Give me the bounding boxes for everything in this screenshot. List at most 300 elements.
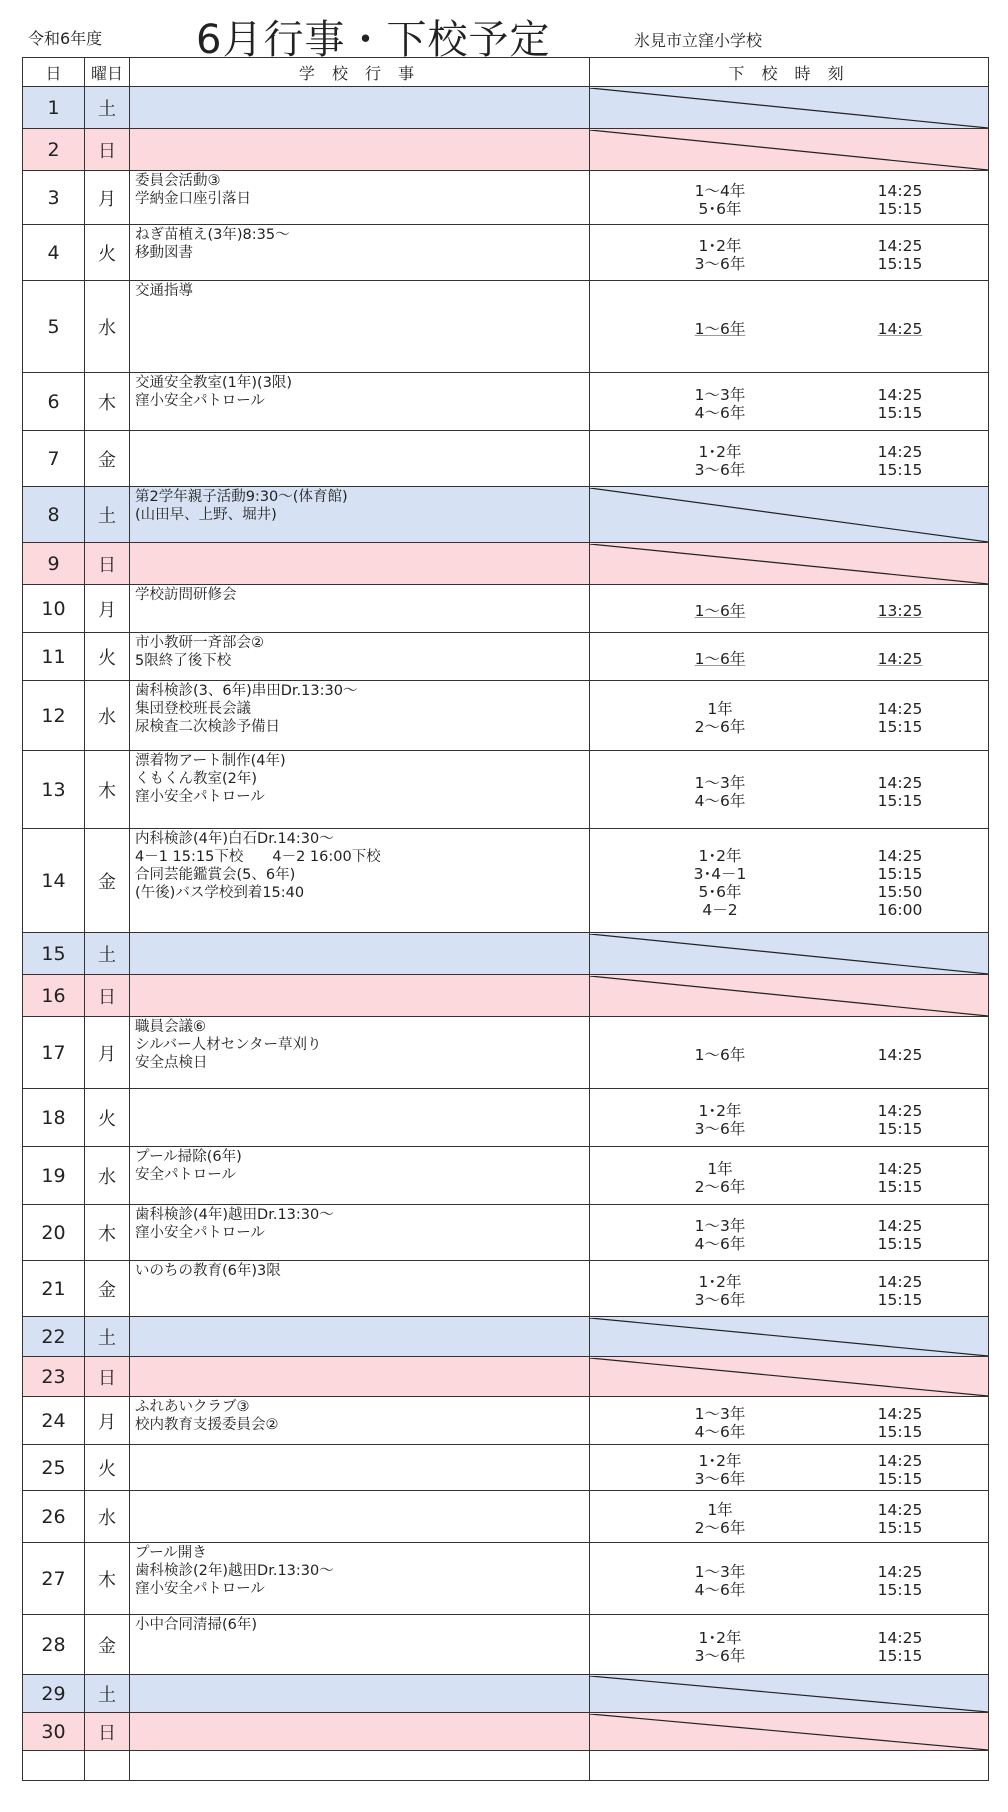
dismissal-grade: 1･2年 bbox=[698, 1272, 742, 1291]
event-line: (午後)バス学校到着15:40 bbox=[135, 885, 305, 901]
weekday-cell: 日 bbox=[85, 975, 130, 1017]
events-cell bbox=[130, 129, 590, 171]
grade-list bbox=[645, 1102, 795, 1138]
no-school-slash-icon bbox=[590, 976, 988, 1016]
time-list bbox=[825, 1046, 975, 1064]
table-row bbox=[23, 1445, 989, 1491]
day-cell: 10 bbox=[23, 585, 85, 633]
weekday-cell: 金 bbox=[85, 1615, 130, 1675]
dismissal-grade: 4～6年 bbox=[694, 403, 746, 422]
grade-list bbox=[645, 1405, 795, 1441]
dismissal-cell bbox=[590, 1543, 989, 1615]
dismissal-time: 14:25 bbox=[877, 1045, 923, 1064]
day-cell: 30 bbox=[23, 1713, 85, 1751]
time-list bbox=[825, 1452, 975, 1488]
dismissal-cell bbox=[590, 543, 989, 585]
table-row bbox=[23, 431, 989, 487]
event-line: 小中合同清掃(6年) bbox=[135, 1617, 258, 1633]
events-cell bbox=[130, 171, 590, 225]
table-row bbox=[23, 933, 989, 975]
table-row bbox=[23, 1017, 989, 1089]
table-row bbox=[23, 1543, 989, 1615]
event-line: 第2学年親子活動9:30～(体育館) bbox=[135, 489, 348, 505]
grade-list bbox=[645, 1501, 795, 1537]
dismissal-time: 15:15 bbox=[877, 403, 923, 422]
event-line: 窪小安全パトロール bbox=[135, 1581, 265, 1597]
weekday-cell: 火 bbox=[85, 225, 130, 281]
table-row bbox=[23, 1089, 989, 1147]
dismissal-grade: 3～6年 bbox=[694, 1290, 746, 1309]
table-row bbox=[23, 543, 989, 585]
no-school-slash-icon bbox=[590, 488, 988, 542]
dismissal-cell bbox=[590, 1357, 989, 1397]
dismissal-grade: 1～3年 bbox=[694, 1216, 746, 1235]
grade-list bbox=[645, 602, 795, 620]
time-list bbox=[825, 182, 975, 218]
dismissal-cell bbox=[590, 431, 989, 487]
dismissal-time: 14:25 bbox=[877, 1404, 923, 1423]
weekday-cell: 水 bbox=[85, 1147, 130, 1205]
events-cell bbox=[130, 1261, 590, 1317]
dismissal-cell bbox=[590, 281, 989, 373]
events-cell bbox=[130, 87, 590, 129]
table-row bbox=[23, 373, 989, 431]
dismissal-grade: 1･2年 bbox=[698, 846, 742, 865]
events-cell bbox=[130, 487, 590, 543]
dismissal-time: 15:15 bbox=[877, 1580, 923, 1599]
dismissal-time: 13:25 bbox=[877, 601, 923, 620]
grade-list bbox=[645, 320, 795, 338]
grade-list bbox=[645, 1160, 795, 1196]
dismissal-grade: 2～6年 bbox=[694, 717, 746, 736]
events-cell bbox=[130, 281, 590, 373]
col-header-day: 日 bbox=[23, 58, 85, 87]
dismissal-grade: 1～3年 bbox=[694, 385, 746, 404]
dismissal-cell bbox=[590, 975, 989, 1017]
weekday-cell: 土 bbox=[85, 1317, 130, 1357]
dismissal-cell bbox=[590, 681, 989, 751]
dismissal-grade: 2～6年 bbox=[694, 1177, 746, 1196]
dismissal-time: 15:15 bbox=[877, 254, 923, 273]
day-cell: 2 bbox=[23, 129, 85, 171]
event-line: 安全点検日 bbox=[135, 1055, 208, 1071]
time-list bbox=[825, 602, 975, 620]
table-row bbox=[23, 829, 989, 933]
col-header-dismissal: 下 校 時 刻 bbox=[590, 58, 989, 87]
dismissal-time: 14:25 bbox=[877, 1272, 923, 1291]
dismissal-cell bbox=[590, 585, 989, 633]
day-cell: 23 bbox=[23, 1357, 85, 1397]
dismissal-grade: 3～6年 bbox=[694, 1469, 746, 1488]
dismissal-grade: 5･6年 bbox=[698, 882, 742, 901]
table-row bbox=[23, 1751, 989, 1781]
dismissal-grade: 2～6年 bbox=[694, 1518, 746, 1537]
dismissal-time: 14:25 bbox=[877, 385, 923, 404]
weekday-cell: 木 bbox=[85, 1543, 130, 1615]
weekday-cell: 火 bbox=[85, 633, 130, 681]
event-line: 尿検査二次検診予備日 bbox=[135, 719, 280, 735]
weekday-cell: 日 bbox=[85, 1713, 130, 1751]
table-row bbox=[23, 751, 989, 829]
schedule-body bbox=[23, 87, 989, 1781]
day-cell: 22 bbox=[23, 1317, 85, 1357]
grade-list bbox=[645, 774, 795, 810]
dismissal-cell bbox=[590, 1713, 989, 1751]
day-cell: 7 bbox=[23, 431, 85, 487]
time-list bbox=[825, 1501, 975, 1537]
dismissal-time: 15:15 bbox=[877, 1234, 923, 1253]
weekday-cell: 金 bbox=[85, 431, 130, 487]
no-school-slash-icon bbox=[590, 130, 988, 170]
event-line: 合同芸能鑑賞会(5、6年) bbox=[135, 867, 296, 883]
events-cell bbox=[130, 1713, 590, 1751]
table-row bbox=[23, 633, 989, 681]
dismissal-time: 15:15 bbox=[877, 791, 923, 810]
event-line: 歯科検診(3、6年)串田Dr.13:30～ bbox=[135, 683, 358, 699]
dismissal-grade: 1～4年 bbox=[694, 181, 746, 200]
dismissal-grade: 1･2年 bbox=[698, 236, 742, 255]
events-cell bbox=[130, 1089, 590, 1147]
grade-list bbox=[645, 700, 795, 736]
table-row bbox=[23, 487, 989, 543]
weekday-cell: 日 bbox=[85, 1357, 130, 1397]
dismissal-grade: 3～6年 bbox=[694, 254, 746, 273]
dismissal-cell bbox=[590, 487, 989, 543]
events-cell bbox=[130, 1491, 590, 1543]
table-row bbox=[23, 1713, 989, 1751]
events-cell bbox=[130, 1205, 590, 1261]
col-header-weekday: 曜日 bbox=[85, 58, 130, 87]
event-line: 窪小安全パトロール bbox=[135, 789, 265, 805]
dismissal-time: 14:25 bbox=[877, 649, 923, 668]
dismissal-grade: 5･6年 bbox=[698, 199, 742, 218]
day-cell: 4 bbox=[23, 225, 85, 281]
dismissal-cell bbox=[590, 1615, 989, 1675]
table-row bbox=[23, 1357, 989, 1397]
event-line: 安全パトロール bbox=[135, 1167, 236, 1183]
event-line: 漂着物アート制作(4年) bbox=[135, 753, 286, 769]
dismissal-time: 14:25 bbox=[877, 319, 923, 338]
grade-list bbox=[645, 237, 795, 273]
day-cell: 15 bbox=[23, 933, 85, 975]
schedule-table bbox=[22, 57, 989, 1781]
dismissal-time: 15:15 bbox=[877, 864, 923, 883]
day-cell: 19 bbox=[23, 1147, 85, 1205]
dismissal-grade: 1～3年 bbox=[694, 1562, 746, 1581]
events-cell bbox=[130, 933, 590, 975]
dismissal-cell bbox=[590, 829, 989, 933]
events-cell bbox=[130, 1147, 590, 1205]
dismissal-time: 14:25 bbox=[877, 846, 923, 865]
weekday-cell: 木 bbox=[85, 373, 130, 431]
day-cell: 16 bbox=[23, 975, 85, 1017]
grade-list bbox=[645, 443, 795, 479]
table-row bbox=[23, 129, 989, 171]
table-row bbox=[23, 1491, 989, 1543]
dismissal-time: 15:15 bbox=[877, 1646, 923, 1665]
table-row bbox=[23, 1261, 989, 1317]
dismissal-time: 14:25 bbox=[877, 1500, 923, 1519]
time-list bbox=[825, 443, 975, 479]
dismissal-grade: 3･4－1 bbox=[693, 864, 747, 883]
dismissal-grade: 4～6年 bbox=[694, 1234, 746, 1253]
weekday-cell: 木 bbox=[85, 751, 130, 829]
no-school-slash-icon bbox=[590, 1318, 988, 1356]
grade-list bbox=[645, 386, 795, 422]
table-row bbox=[23, 87, 989, 129]
day-cell: 17 bbox=[23, 1017, 85, 1089]
day-cell: 11 bbox=[23, 633, 85, 681]
dismissal-grade: 1～6年 bbox=[694, 319, 746, 338]
time-list bbox=[825, 386, 975, 422]
event-line: 歯科検診(4年)越田Dr.13:30～ bbox=[135, 1207, 334, 1223]
event-line: 交通指導 bbox=[135, 283, 193, 299]
event-line: 交通安全教室(1年)(3限) bbox=[135, 375, 293, 391]
events-cell bbox=[130, 1017, 590, 1089]
dismissal-cell bbox=[590, 87, 989, 129]
table-row bbox=[23, 1317, 989, 1357]
events-cell bbox=[130, 1543, 590, 1615]
events-cell bbox=[130, 373, 590, 431]
dismissal-cell bbox=[590, 633, 989, 681]
event-line: 5限終了後下校 bbox=[135, 653, 232, 669]
dismissal-grade: 4－2 bbox=[702, 900, 738, 919]
day-cell: 21 bbox=[23, 1261, 85, 1317]
time-list bbox=[825, 1217, 975, 1253]
dismissal-time: 15:15 bbox=[877, 1518, 923, 1537]
event-line: いのちの教育(6年)3限 bbox=[135, 1263, 281, 1279]
event-line: 窪小安全パトロール bbox=[135, 393, 265, 409]
dismissal-time: 15:15 bbox=[877, 1177, 923, 1196]
event-line: ねぎ苗植え(3年)8:35～ bbox=[135, 227, 290, 243]
events-cell bbox=[130, 829, 590, 933]
fiscal-year-label: 令和6年度 bbox=[28, 29, 103, 48]
weekday-cell: 日 bbox=[85, 129, 130, 171]
dismissal-time: 14:25 bbox=[877, 699, 923, 718]
grade-list bbox=[645, 1273, 795, 1309]
dismissal-cell bbox=[590, 171, 989, 225]
dismissal-time: 14:25 bbox=[877, 1451, 923, 1470]
day-cell: 13 bbox=[23, 751, 85, 829]
events-cell bbox=[130, 1397, 590, 1445]
dismissal-grade: 1年 bbox=[707, 1159, 733, 1178]
weekday-cell: 火 bbox=[85, 1089, 130, 1147]
events-cell bbox=[130, 681, 590, 751]
events-cell bbox=[130, 543, 590, 585]
day-cell: 3 bbox=[23, 171, 85, 225]
school-name: 氷見市立窪小学校 bbox=[634, 31, 763, 50]
day-cell bbox=[23, 1751, 85, 1781]
dismissal-cell bbox=[590, 1751, 989, 1781]
event-line: 学校訪問研修会 bbox=[135, 587, 237, 603]
day-cell: 25 bbox=[23, 1445, 85, 1491]
table-row bbox=[23, 585, 989, 633]
event-line: 移動図書 bbox=[135, 245, 193, 261]
weekday-cell bbox=[85, 1751, 130, 1781]
weekday-cell: 金 bbox=[85, 829, 130, 933]
grade-list bbox=[645, 1217, 795, 1253]
dismissal-grade: 1～6年 bbox=[694, 1045, 746, 1064]
day-cell: 28 bbox=[23, 1615, 85, 1675]
time-list bbox=[825, 1102, 975, 1138]
day-cell: 27 bbox=[23, 1543, 85, 1615]
dismissal-time: 14:25 bbox=[877, 1628, 923, 1647]
weekday-cell: 水 bbox=[85, 281, 130, 373]
time-list bbox=[825, 1273, 975, 1309]
table-row bbox=[23, 1205, 989, 1261]
events-cell bbox=[130, 1751, 590, 1781]
dismissal-grade: 1･2年 bbox=[698, 442, 742, 461]
dismissal-time: 15:15 bbox=[877, 460, 923, 479]
table-row bbox=[23, 1147, 989, 1205]
dismissal-time: 15:15 bbox=[877, 1290, 923, 1309]
grade-list bbox=[645, 650, 795, 668]
dismissal-time: 14:25 bbox=[877, 1101, 923, 1120]
dismissal-time: 14:25 bbox=[877, 1562, 923, 1581]
events-cell bbox=[130, 751, 590, 829]
events-cell bbox=[130, 431, 590, 487]
dismissal-cell bbox=[590, 1675, 989, 1713]
table-row bbox=[23, 1675, 989, 1713]
event-line: 4－1 15:15下校 4－2 16:00下校 bbox=[135, 849, 381, 865]
weekday-cell: 木 bbox=[85, 1205, 130, 1261]
dismissal-cell bbox=[590, 1317, 989, 1357]
grade-list bbox=[645, 182, 795, 218]
dismissal-grade: 1～6年 bbox=[694, 601, 746, 620]
dismissal-grade: 4～6年 bbox=[694, 1580, 746, 1599]
dismissal-cell bbox=[590, 933, 989, 975]
dismissal-grade: 1～3年 bbox=[694, 773, 746, 792]
table-row bbox=[23, 975, 989, 1017]
dismissal-grade: 1･2年 bbox=[698, 1451, 742, 1470]
day-cell: 26 bbox=[23, 1491, 85, 1543]
events-cell bbox=[130, 1445, 590, 1491]
dismissal-time: 14:25 bbox=[877, 1159, 923, 1178]
time-list bbox=[825, 1563, 975, 1599]
table-row bbox=[23, 1397, 989, 1445]
dismissal-cell bbox=[590, 1445, 989, 1491]
dismissal-cell bbox=[590, 1491, 989, 1543]
dismissal-time: 16:00 bbox=[877, 900, 923, 919]
day-cell: 20 bbox=[23, 1205, 85, 1261]
day-cell: 18 bbox=[23, 1089, 85, 1147]
dismissal-cell bbox=[590, 373, 989, 431]
dismissal-time: 15:15 bbox=[877, 1469, 923, 1488]
dismissal-grade: 4～6年 bbox=[694, 791, 746, 810]
day-cell: 24 bbox=[23, 1397, 85, 1445]
events-cell bbox=[130, 1317, 590, 1357]
weekday-cell: 土 bbox=[85, 87, 130, 129]
dismissal-grade: 3～6年 bbox=[694, 1646, 746, 1665]
dismissal-time: 14:25 bbox=[877, 773, 923, 792]
dismissal-time: 14:25 bbox=[877, 442, 923, 461]
weekday-cell: 日 bbox=[85, 543, 130, 585]
dismissal-cell bbox=[590, 1017, 989, 1089]
time-list bbox=[825, 1160, 975, 1196]
table-row bbox=[23, 225, 989, 281]
dismissal-cell bbox=[590, 751, 989, 829]
col-header-events: 学 校 行 事 bbox=[130, 58, 590, 87]
weekday-cell: 月 bbox=[85, 171, 130, 225]
day-cell: 12 bbox=[23, 681, 85, 751]
day-cell: 8 bbox=[23, 487, 85, 543]
event-line: 校内教育支援委員会② bbox=[135, 1417, 279, 1433]
weekday-cell: 金 bbox=[85, 1261, 130, 1317]
weekday-cell: 火 bbox=[85, 1445, 130, 1491]
dismissal-cell bbox=[590, 225, 989, 281]
day-cell: 1 bbox=[23, 87, 85, 129]
dismissal-time: 15:15 bbox=[877, 1119, 923, 1138]
weekday-cell: 月 bbox=[85, 1017, 130, 1089]
day-cell: 6 bbox=[23, 373, 85, 431]
grade-list bbox=[645, 1629, 795, 1665]
events-cell bbox=[130, 1675, 590, 1713]
dismissal-cell bbox=[590, 1397, 989, 1445]
dismissal-cell bbox=[590, 1261, 989, 1317]
grade-list bbox=[645, 847, 795, 919]
day-cell: 9 bbox=[23, 543, 85, 585]
time-list bbox=[825, 1629, 975, 1665]
day-cell: 14 bbox=[23, 829, 85, 933]
no-school-slash-icon bbox=[590, 88, 988, 128]
grade-list bbox=[645, 1452, 795, 1488]
dismissal-cell bbox=[590, 1147, 989, 1205]
dismissal-cell bbox=[590, 1205, 989, 1261]
dismissal-grade: 1･2年 bbox=[698, 1628, 742, 1647]
event-line: シルバー人材センター草刈り bbox=[135, 1037, 322, 1053]
no-school-slash-icon bbox=[590, 1714, 988, 1750]
day-cell: 29 bbox=[23, 1675, 85, 1713]
event-line: 市小教研一斉部会② bbox=[135, 635, 264, 651]
dismissal-grade: 1年 bbox=[707, 1500, 733, 1519]
events-cell bbox=[130, 1357, 590, 1397]
weekday-cell: 土 bbox=[85, 1675, 130, 1713]
weekday-cell: 月 bbox=[85, 1397, 130, 1445]
dismissal-grade: 3～6年 bbox=[694, 460, 746, 479]
day-cell: 5 bbox=[23, 281, 85, 373]
no-school-slash-icon bbox=[590, 544, 988, 584]
dismissal-time: 14:25 bbox=[877, 236, 923, 255]
grade-list bbox=[645, 1046, 795, 1064]
dismissal-grade: 1年 bbox=[707, 699, 733, 718]
table-header-row bbox=[23, 58, 989, 87]
time-list bbox=[825, 320, 975, 338]
event-line: 窪小安全パトロール bbox=[135, 1225, 265, 1241]
event-line: 学納金口座引落日 bbox=[135, 191, 251, 207]
page-title: 6月行事・下校予定 bbox=[196, 17, 551, 63]
event-line: ふれあいクラブ③ bbox=[135, 1399, 250, 1415]
dismissal-cell bbox=[590, 1089, 989, 1147]
dismissal-time: 15:50 bbox=[877, 882, 923, 901]
events-cell bbox=[130, 585, 590, 633]
weekday-cell: 水 bbox=[85, 1491, 130, 1543]
event-line: 委員会活動③ bbox=[135, 173, 221, 189]
event-line: プール開き bbox=[135, 1545, 207, 1561]
dismissal-time: 15:15 bbox=[877, 717, 923, 736]
events-cell bbox=[130, 1615, 590, 1675]
table-row bbox=[23, 1615, 989, 1675]
table-row bbox=[23, 681, 989, 751]
no-school-slash-icon bbox=[590, 934, 988, 974]
event-line: (山田早、上野、堀井) bbox=[135, 507, 277, 523]
dismissal-time: 15:15 bbox=[877, 1422, 923, 1441]
weekday-cell: 土 bbox=[85, 933, 130, 975]
event-line: くもくん教室(2年) bbox=[135, 771, 258, 787]
dismissal-grade: 1～6年 bbox=[694, 649, 746, 668]
event-line: 歯科検診(2年)越田Dr.13:30～ bbox=[135, 1563, 334, 1579]
events-cell bbox=[130, 975, 590, 1017]
dismissal-grade: 3～6年 bbox=[694, 1119, 746, 1138]
